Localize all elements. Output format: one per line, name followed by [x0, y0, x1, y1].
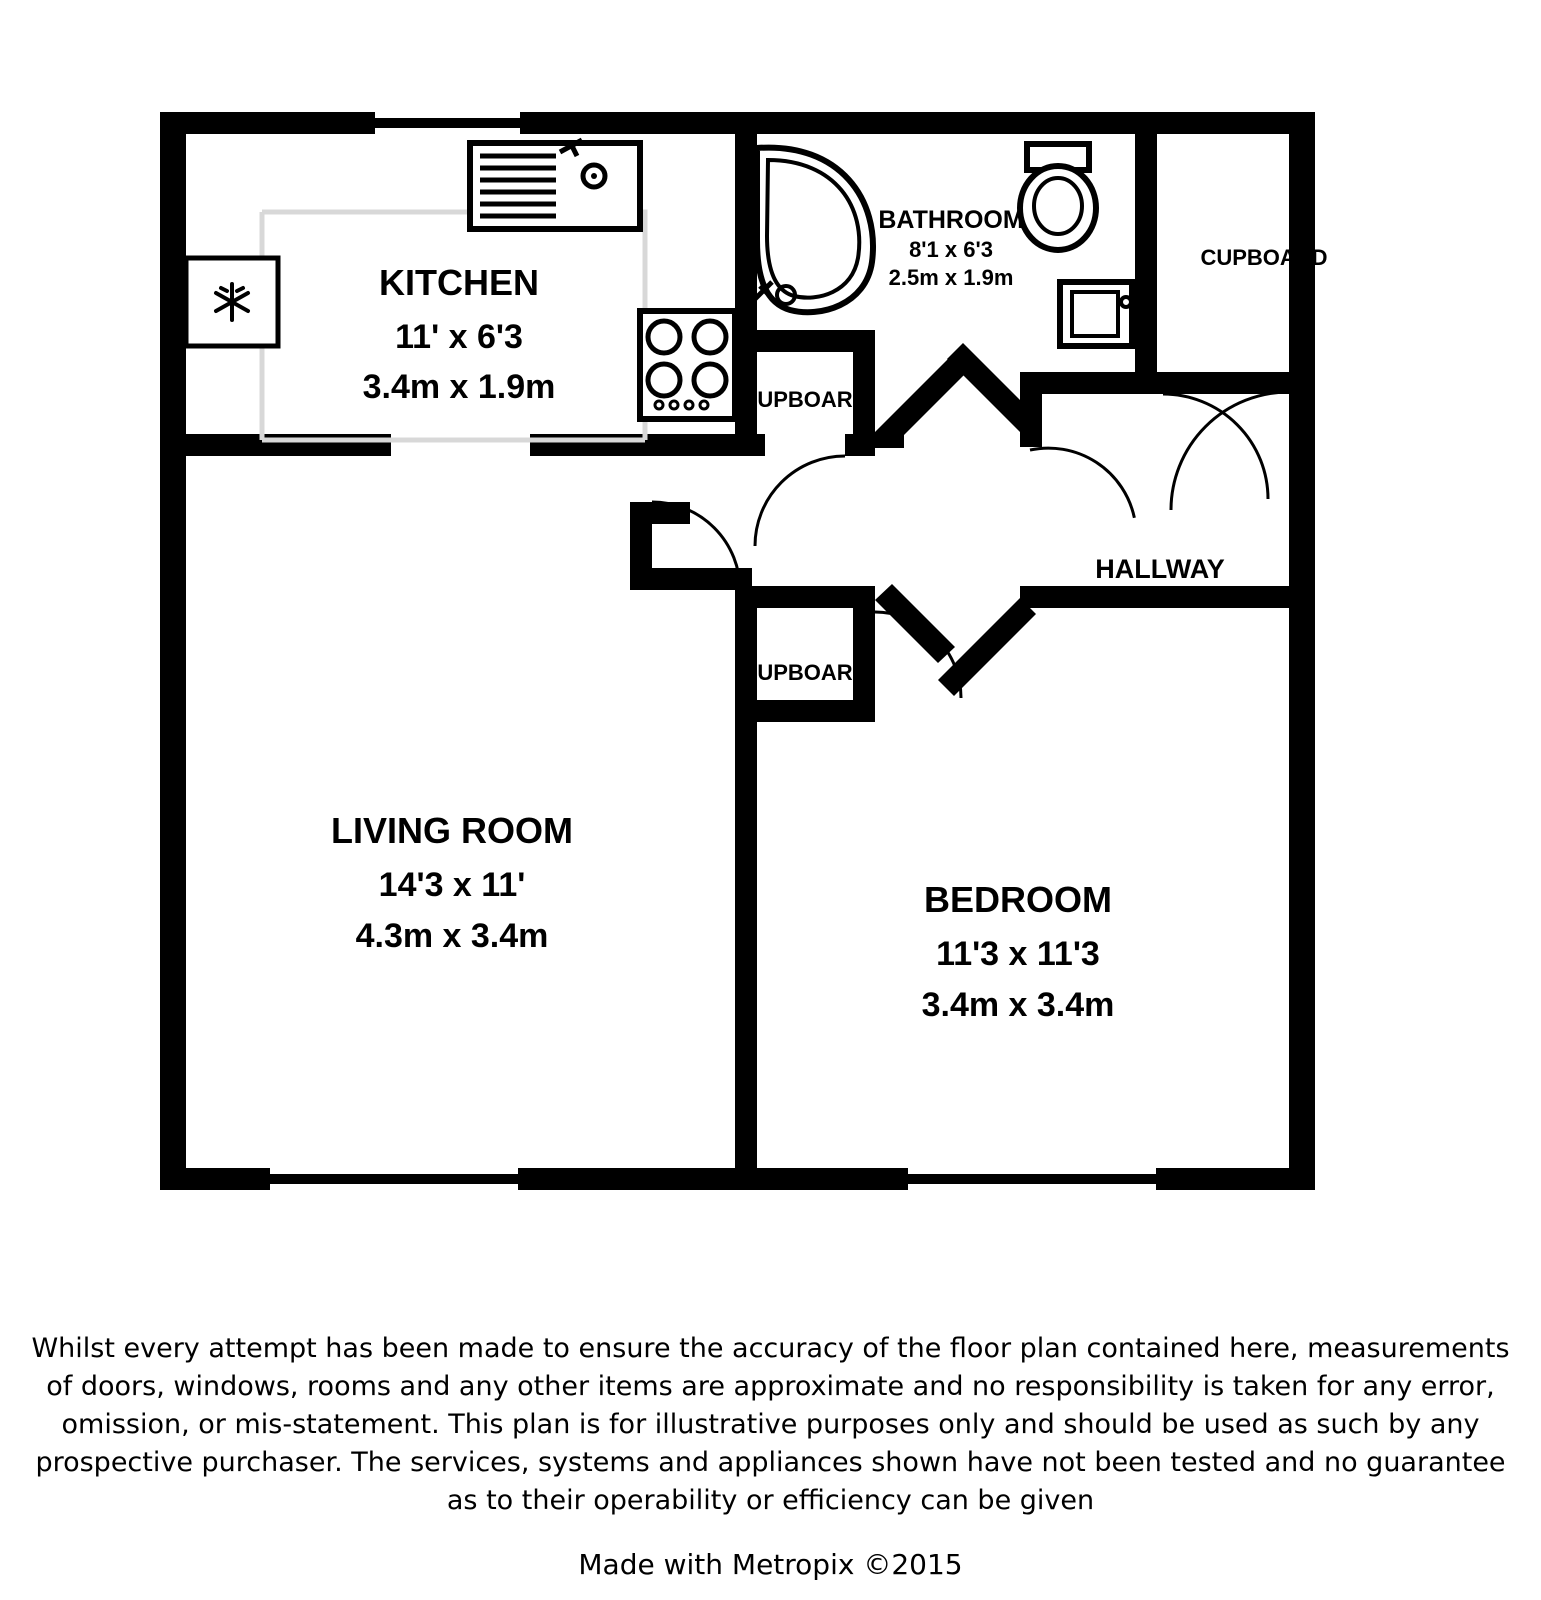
basin-icon [1060, 282, 1132, 346]
disclaimer-line-4: prospective purchaser. The services, systems and appliances shown have not been tested and no guarantee [35, 1447, 1506, 1478]
living-room-dim-imperial: 14'3 x 11' [378, 866, 526, 904]
metropix-credit: Made with Metropix ©2015 [578, 1548, 963, 1581]
hallway-label: HALLWAY [1095, 554, 1225, 584]
disclaimer-line-1: Whilst every attempt has been made to ensure the accuracy of the floor plan contained here, measurements [31, 1333, 1510, 1364]
disclaimer-text [0, 1330, 1541, 1520]
bedroom-dim-imperial: 11'3 x 11'3 [936, 935, 1100, 973]
cupboard-middle-label: CUPBOARD [741, 387, 869, 412]
kitchen-dim-metric: 3.4m x 1.9m [362, 368, 556, 406]
toilet-icon [1020, 144, 1096, 250]
bath-icon [754, 148, 873, 313]
bathroom-dim-imperial: 8'1 x 6'3 [909, 237, 993, 262]
bedroom-dim-metric: 3.4m x 3.4m [921, 986, 1115, 1024]
bathroom-dim-metric: 2.5m x 1.9m [888, 265, 1014, 290]
bedroom-name: BEDROOM [924, 879, 1112, 920]
disclaimer-line-5: as to their operability or efficiency can be given [446, 1485, 1095, 1516]
cupboard-top-right-label: CUPBOARD [1200, 245, 1328, 270]
kitchen-name: KITCHEN [379, 262, 539, 303]
living-room-name: LIVING ROOM [331, 810, 573, 851]
cooker-hob-icon [640, 311, 735, 419]
kitchen-dim-imperial: 11' x 6'3 [395, 318, 523, 356]
fridge-freezer [186, 258, 278, 346]
cupboard-lower-label: CUPBOARD [741, 660, 869, 685]
disclaimer-line-2: of doors, windows, rooms and any other items are approximate and no responsibility is taken for any error, [46, 1371, 1495, 1402]
living-room-dim-metric: 4.3m x 3.4m [355, 917, 549, 955]
bathroom-name: BATHROOM [878, 206, 1024, 234]
kitchen-sink [470, 140, 640, 229]
disclaimer-line-3: omission, or mis-statement. This plan is for illustrative purposes only and should be used as such by any [61, 1409, 1480, 1440]
